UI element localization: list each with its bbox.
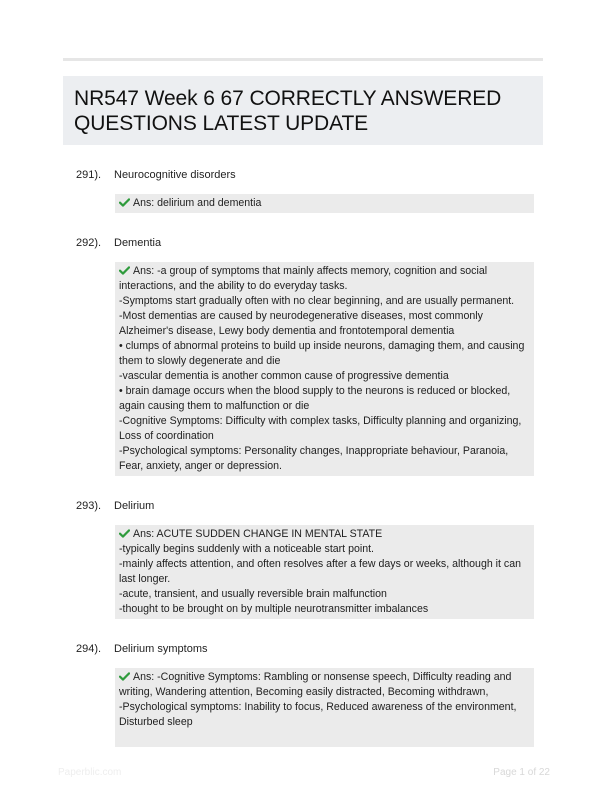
answer-box [115, 262, 534, 476]
answer-line: -Cognitive Symptoms: Difficulty with complex tasks, Difficulty planning and organizing, [119, 415, 522, 427]
document-title-box [63, 76, 543, 145]
question-text: Neurocognitive disorders [114, 169, 236, 181]
check-icon [119, 529, 130, 538]
document-title-line-2: QUESTIONS LATEST UPDATE [74, 112, 369, 135]
answer-text: Ans: ACUTE SUDDEN CHANGE IN MENTAL STATE [133, 528, 383, 540]
answer-line [119, 527, 530, 542]
answer-line: -Psychological symptoms: Inability to focus, Reduced awareness of the environment, [119, 701, 517, 713]
question-text: Delirium [114, 500, 155, 512]
answer-box [115, 525, 534, 619]
answer-line: • brain damage occurs when the blood supply to the neurons is reduced or blocked, [119, 385, 511, 397]
answer-text: Ans: -a group of symptoms that mainly affects memory, cognition and social [133, 265, 488, 277]
answer-line: -typically begins suddenly with a noticeable start point. [119, 543, 374, 555]
question-number: 294). [76, 643, 102, 655]
page-indicator: Page 1 of 22 [493, 767, 550, 778]
answer-line [119, 196, 530, 211]
answer-line: -Symptoms start gradually often with no clear beginning, and are usually permanent. [119, 295, 515, 307]
answer-line: -vascular dementia is another common cause of progressive dementia [119, 370, 449, 382]
answer-line: last longer. [119, 573, 171, 585]
check-icon [119, 266, 130, 275]
answer-line: -acute, transient, and usually reversible brain malfunction [119, 588, 387, 600]
answer-line: interactions, and the ability to do everyday tasks. [119, 280, 348, 292]
answer-line: -mainly affects attention, and often resolves after a few days or weeks, although it can [119, 558, 521, 570]
answer-line: writing, Wandering attention, Becoming easily distracted, Becoming withdrawn, [119, 686, 489, 698]
document-title [74, 86, 533, 136]
answer-line: them to slowly degenerate and die [119, 355, 281, 367]
check-icon [119, 672, 130, 681]
answer-line: Fear, anxiety, anger or depression. [119, 460, 282, 472]
answer-line: -thought to be brought on by multiple neurotransmitter imbalances [119, 603, 429, 615]
answer-line [119, 264, 530, 279]
answer-box [115, 194, 534, 213]
answer-line: -Most dementias are caused by neurodegenerative diseases, most commonly [119, 310, 483, 322]
document-title-line-1: NR547 Week 6 67 CORRECTLY ANSWERED [74, 87, 502, 110]
answer-text: Ans: -Cognitive Symptoms: Rambling or nonsense speech, Difficulty reading and [133, 671, 512, 683]
answer-line: Alzheimer's disease, Lewy body dementia and frontotemporal dementia [119, 325, 455, 337]
answer-line: -Psychological symptoms: Personality changes, Inappropriate behaviour, Paranoia, [119, 445, 509, 457]
question-number: 293). [76, 500, 102, 512]
top-divider [63, 58, 543, 61]
question-number: 292). [76, 237, 102, 249]
question-text: Delirium symptoms [114, 643, 208, 655]
question-text: Dementia [114, 237, 162, 249]
question-number: 291). [76, 169, 102, 181]
check-icon [119, 198, 130, 207]
answer-line: • clumps of abnormal proteins to build up inside neurons, damaging them, and causing [119, 340, 525, 352]
answer-line [119, 670, 530, 685]
answer-line: again causing them to malfunction or die [119, 400, 310, 412]
answer-line: Disturbed sleep [119, 716, 193, 728]
footer-watermark: Paperblic.com [58, 767, 122, 778]
answer-box [115, 668, 534, 747]
answer-text: Ans: delirium and dementia [133, 197, 262, 209]
answer-line: Loss of coordination [119, 430, 214, 442]
